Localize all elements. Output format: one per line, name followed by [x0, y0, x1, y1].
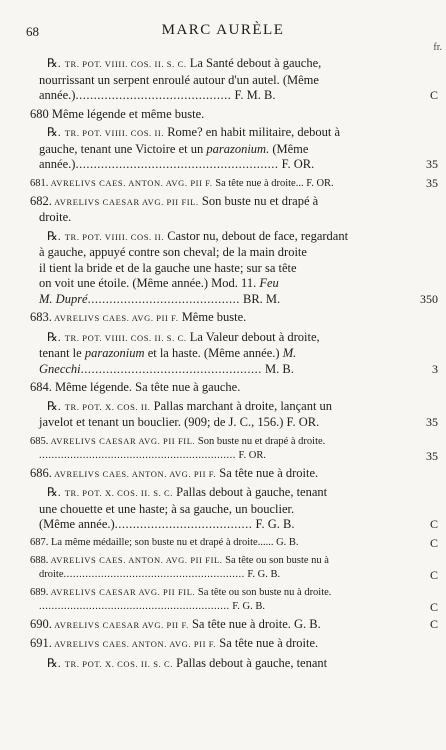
catalogue-entry: [0, 617, 446, 634]
entry-line: [39, 517, 446, 533]
entry-line: [30, 553, 446, 568]
italic-text: M.: [282, 346, 297, 360]
rarity-value: C: [429, 616, 438, 631]
entry-text: une chouette et une haste; à sa gauche, un bouclier.: [39, 501, 295, 516]
entry-text: 685.: [30, 435, 49, 447]
catalogue-entry: [0, 125, 446, 173]
leader-dots: .............................................................: [39, 600, 230, 612]
reverse-symbol: ℞.: [47, 485, 61, 499]
catalogue-entry: [0, 399, 446, 431]
entry-text: Pallas marchant à droite, lançant un: [150, 398, 333, 413]
italic-text: parazonium.: [206, 141, 270, 156]
entry-text: Sa tête nue à droite.: [216, 636, 319, 650]
coin-legend: TR. POT. VIIII. COS. II.: [64, 128, 165, 138]
leader-dots: ..........................................: [87, 291, 240, 306]
entry-text: Sa tête nue à droite.: [216, 465, 319, 480]
leader-dots: ..................................................: [80, 361, 262, 376]
reverse-symbol: ℞.: [47, 655, 61, 670]
entry-line: [39, 210, 446, 226]
entry-text: F. OR.: [278, 157, 315, 171]
leader-dots: ........................................................: [75, 157, 279, 171]
rarity-value: C: [429, 599, 438, 614]
entry-text: année.): [39, 157, 76, 171]
catalogue-entries: [0, 56, 446, 675]
entry-line: [39, 346, 446, 362]
entry-line: [30, 617, 446, 634]
catalogue-entry: [0, 636, 446, 653]
italic-text: parazonium: [84, 346, 145, 360]
top-right-mark: fr.: [433, 42, 442, 53]
entry-line: [39, 449, 446, 463]
italic-text: M. Dupré: [39, 291, 88, 306]
entry-line: [39, 600, 446, 614]
entry-line: [39, 245, 446, 261]
entry-text: 682.: [30, 193, 52, 208]
reverse-symbol: ℞.: [47, 125, 61, 139]
entry-text: année.): [39, 88, 76, 102]
rarity-value: 35: [426, 175, 438, 190]
catalogue-entry: [0, 194, 446, 226]
entry-text: Sa tête nue à droite. G. B.: [188, 616, 321, 631]
entry-line: [30, 310, 446, 327]
coin-legend: TR. POT. X. COS. II. S. C.: [64, 488, 174, 498]
entry-line: [47, 399, 446, 416]
rarity-value: 3: [432, 361, 438, 376]
reverse-symbol: ℞.: [47, 228, 61, 243]
running-head: MARC AURÈLE: [161, 22, 285, 38]
entry-text: F. M. B.: [231, 88, 276, 102]
leader-dots: ...........................................: [75, 88, 232, 102]
entry-text: Pallas debout à gauche, tenant: [173, 485, 328, 499]
entry-text: Même légende. Sa tête nue à gauche.: [51, 380, 241, 394]
entry-text: droite: [39, 568, 64, 580]
entry-text: 687.: [30, 536, 49, 548]
entry-text: F. OR.: [303, 177, 334, 189]
catalogue-entry: [0, 656, 446, 673]
coin-legend: TR. POT. X. COS. II.: [64, 401, 151, 412]
coin-legend: TR. POT. VIIII. COS. II. S. C.: [64, 332, 187, 343]
catalogue-entry: [0, 380, 446, 396]
entry-text: 686.: [30, 465, 52, 480]
catalogue-entry: [0, 229, 446, 308]
page-header: [0, 22, 446, 53]
entry-line: [30, 107, 446, 123]
italic-text: Feu: [259, 276, 279, 290]
entry-line: [39, 502, 446, 518]
coin-legend: TR. POT. VIIII. COS. II. S. C.: [64, 59, 187, 69]
entry-text: Même légende et même buste.: [48, 106, 205, 121]
entry-text: Sa tête ou son buste nu à: [222, 554, 329, 566]
coin-legend: TR. POT. X. COS. II. S. C.: [64, 658, 174, 669]
rarity-value: C: [429, 567, 438, 582]
entry-text: Sa tête ou son buste nu à droite.: [195, 586, 332, 598]
entry-line: [47, 229, 446, 246]
entry-text: et la haste. (Même année.): [144, 346, 283, 360]
entry-line: [39, 276, 446, 292]
entry-text: 683.: [30, 310, 52, 324]
entry-text: 689.: [30, 586, 49, 598]
rarity-value: 35: [426, 157, 438, 171]
leader-dots: ..........................................................: [63, 568, 245, 580]
coin-legend: AVRELIVS CAES. ANTON. AVG. PII F.: [48, 177, 213, 188]
entry-line: [39, 415, 446, 431]
entry-line: [30, 434, 446, 449]
reverse-symbol: ℞.: [47, 398, 61, 413]
entry-text: La même médaille; son buste nu et drapé à droite...... G. B.: [48, 536, 299, 548]
entry-line: [30, 466, 446, 483]
reverse-symbol: ℞.: [47, 56, 61, 70]
entry-line: [30, 176, 446, 191]
entry-text: javelot et tenant un bouclier. (909; de J. C., 156.) F. OR.: [39, 415, 320, 429]
entry-text: 688.: [30, 554, 49, 566]
catalogue-entry: [0, 585, 446, 614]
coin-legend: AVRELIVS CAES. ANTON. AVG. PII FIL.: [48, 554, 223, 565]
entry-text: F. G. B.: [252, 517, 295, 531]
coin-legend: TR. POT. VIIII. COS. II.: [64, 231, 165, 242]
rarity-value: 35: [426, 448, 438, 463]
entry-text: M. B.: [261, 361, 294, 376]
catalogue-entry: [0, 310, 446, 327]
entry-text: (Même année.): [39, 517, 115, 531]
entry-line: [30, 536, 446, 550]
catalogue-entry: [0, 536, 446, 550]
entry-text: F. G. B.: [229, 600, 265, 612]
entry-text: 691.: [30, 636, 52, 650]
entry-text: droite.: [39, 210, 72, 224]
entry-text: Rome? en habit militaire, debout à: [164, 125, 341, 139]
rarity-value: C: [429, 535, 438, 550]
entry-line: [39, 88, 446, 104]
entry-text: 690.: [30, 616, 52, 631]
coin-legend: AVRELIVS CAESAR AVG. PII F.: [51, 619, 189, 630]
entry-text: Son buste nu et drapé à droite.: [195, 435, 326, 447]
entry-text: F. G. B.: [244, 568, 281, 580]
entry-text: à gauche, appuyé contre son cheval; de la main droite: [39, 245, 307, 259]
catalogue-entry: [0, 466, 446, 483]
catalogue-entry: [0, 56, 446, 104]
entry-line: [47, 656, 446, 673]
catalogue-entry: [0, 176, 446, 191]
coin-legend: AVRELIVS CAESAR AVG. PII FIL.: [51, 196, 199, 207]
entry-text: tenant le: [39, 346, 85, 360]
entry-text: La Valeur debout à droite,: [186, 329, 320, 344]
catalogue-entry: [0, 107, 446, 123]
italic-text: Gnecchi: [39, 361, 81, 376]
rarity-value: C: [429, 517, 438, 531]
entry-text: Son buste nu et drapé à: [198, 193, 319, 208]
reverse-symbol: ℞.: [47, 329, 61, 344]
entry-text: (Même: [269, 141, 309, 156]
entry-line: [39, 362, 446, 378]
rarity-value: 350: [420, 291, 438, 306]
entry-line: [30, 636, 446, 653]
entry-text: Pallas debout à gauche, tenant: [173, 655, 328, 670]
entry-line: [39, 157, 446, 173]
catalogue-entry: [0, 485, 446, 533]
entry-line: [47, 56, 446, 73]
entry-text: on voit une étoile. (Même année.) Mod. 11.: [39, 276, 260, 290]
entry-line: [39, 568, 446, 582]
entry-line: [39, 142, 446, 158]
entry-text: il tient la bride et de la gauche une haste; sur sa tête: [39, 260, 297, 275]
entry-line: [30, 194, 446, 211]
coin-legend: AVRELIVS CAES. AVG. PII F.: [51, 313, 179, 323]
rarity-value: 35: [426, 415, 438, 429]
entry-text: gauche, tenant une Victoire et un: [39, 141, 207, 156]
entry-text: BR. M.: [239, 291, 281, 306]
entry-line: [30, 585, 446, 600]
leader-dots: ...............................................................: [39, 449, 236, 461]
entry-line: [47, 125, 446, 142]
entry-text: Sa tête nue à droite...: [212, 177, 304, 189]
coin-legend: AVRELIVS CAESAR AVG. PII FIL.: [48, 586, 196, 597]
entry-line: [39, 261, 446, 277]
entry-text: 684.: [30, 380, 52, 394]
leader-dots: ......................................: [114, 517, 253, 531]
page-number: 68: [26, 24, 39, 39]
coin-legend: AVRELIVS CAESAR AVG. PII FIL.: [48, 435, 196, 446]
entry-line: [47, 485, 446, 502]
catalogue-entry: [0, 330, 446, 378]
rarity-value: C: [429, 88, 438, 102]
entry-text: La Santé debout à gauche,: [186, 56, 322, 70]
entry-text: Même buste.: [178, 310, 247, 324]
coin-legend: AVRELIVS CAES. ANTON. AVG. PII F.: [51, 639, 217, 649]
catalogue-entry: [0, 553, 446, 582]
entry-line: [39, 73, 446, 89]
entry-text: 681.: [30, 177, 49, 189]
entry-text: 680: [30, 106, 49, 121]
entry-text: nourrissant un serpent enroulé autour d'un autel. (Même: [39, 72, 319, 87]
coin-legend: AVRELIVS CAES. ANTON. AVG. PII F.: [51, 468, 217, 479]
entry-line: [47, 330, 446, 347]
entry-line: [39, 292, 446, 308]
catalogue-entry: [0, 434, 446, 463]
entry-text: Castor nu, debout de face, regardant: [164, 228, 349, 243]
entry-line: [30, 380, 446, 396]
entry-text: F. OR.: [235, 449, 266, 461]
